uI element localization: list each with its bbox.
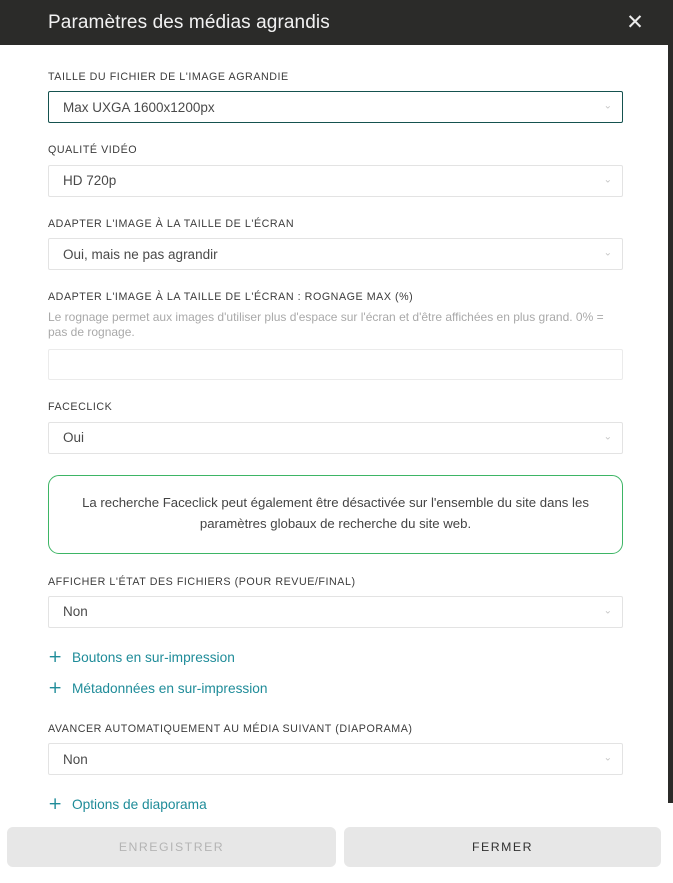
select-wrap-image-size	[48, 91, 623, 123]
field-label-file-state: AFFICHER L'ÉTAT DES FICHIERS (POUR REVUE/FINAL)	[48, 575, 356, 588]
select-wrap-fit-to-screen	[48, 238, 623, 270]
select-image-size[interactable]	[48, 91, 623, 123]
field-file-state	[48, 576, 620, 628]
plus-icon: +	[48, 677, 63, 698]
field-auto-advance	[48, 723, 620, 775]
expand-overlay-buttons[interactable]	[48, 646, 235, 667]
field-label-fit-to-screen: ADAPTER L'IMAGE À LA TAILLE DE L'ÉCRAN	[48, 217, 295, 230]
field-label-max-crop: ADAPTER L'IMAGE À LA TAILLE DE L'ÉCRAN : ROGNAGE MAX (%)	[48, 291, 414, 304]
chevron-down-icon: ⌄	[603, 752, 612, 764]
chevron-down-icon: ⌄	[603, 605, 612, 617]
select-wrap-video-quality	[48, 165, 623, 197]
field-label-auto-advance: AVANCER AUTOMATIQUEMENT AU MÉDIA SUIVANT (DIAPORAMA)	[48, 722, 413, 735]
chevron-down-icon: ⌄	[603, 174, 612, 186]
plus-icon: +	[48, 646, 63, 667]
field-label-faceclick: FACECLICK	[48, 401, 113, 414]
save-button[interactable]: ENREGISTRER	[7, 827, 336, 867]
select-faceclick[interactable]	[48, 422, 623, 454]
select-fit-to-screen-value: Oui, mais ne pas agrandir	[63, 246, 218, 262]
field-image-size	[48, 71, 620, 123]
expand-slideshow-options[interactable]	[48, 796, 207, 813]
spacer	[48, 711, 620, 723]
select-wrap-auto-advance	[48, 743, 623, 775]
select-wrap-faceclick	[48, 422, 623, 454]
close-dialog-button[interactable]: FERMER	[344, 827, 661, 867]
chevron-down-icon: ⌄	[603, 247, 612, 259]
expand-slideshow-options-label: Options de diaporama	[72, 796, 207, 812]
close-button[interactable]	[620, 8, 650, 38]
dialog-header	[0, 0, 668, 45]
select-fit-to-screen[interactable]	[48, 238, 623, 270]
select-faceclick-value: Oui	[63, 430, 85, 446]
field-label-image-size: TAILLE DU FICHIER DE L'IMAGE AGRANDIE	[48, 71, 289, 83]
field-faceclick	[48, 401, 620, 453]
dialog-footer	[0, 827, 668, 883]
faceclick-notice: La recherche Faceclick peut également être désactivée sur l'ensemble du site dans les paramètres globaux de recherche du site web.	[48, 475, 623, 554]
select-file-state-value: Non	[63, 604, 88, 620]
field-max-crop	[48, 291, 620, 401]
select-wrap-file-state	[48, 596, 623, 628]
chevron-down-icon: ⌄	[603, 431, 612, 443]
select-auto-advance[interactable]	[48, 743, 623, 775]
select-image-size-value: Max UXGA 1600x1200px	[63, 99, 215, 115]
expand-overlay-metadata[interactable]	[48, 677, 268, 698]
field-video-quality	[48, 144, 620, 196]
expand-overlay-metadata-label: Métadonnées en sur-impression	[72, 680, 268, 696]
field-help-max-crop: Le rognage permet aux images d'utiliser plus d'espace sur l'écran et d'être affichées en plus grand. 0% = pas de rognage.	[48, 309, 604, 340]
select-file-state[interactable]	[48, 596, 623, 628]
select-auto-advance-value: Non	[63, 751, 88, 767]
close-icon: ✕	[626, 10, 644, 34]
dialog-body	[0, 45, 668, 827]
select-video-quality-value: HD 720p	[63, 173, 117, 189]
field-fit-to-screen	[48, 218, 620, 270]
plus-icon: +	[48, 794, 63, 815]
chevron-down-icon: ⌄	[603, 100, 612, 112]
page-title: Paramètres des médias agrandis	[48, 11, 330, 33]
max-crop-input[interactable]	[48, 349, 623, 380]
select-video-quality[interactable]	[48, 165, 623, 197]
expand-overlay-buttons-label: Boutons en sur-impression	[72, 649, 235, 665]
field-label-video-quality: QUALITÉ VIDÉO	[48, 144, 138, 157]
